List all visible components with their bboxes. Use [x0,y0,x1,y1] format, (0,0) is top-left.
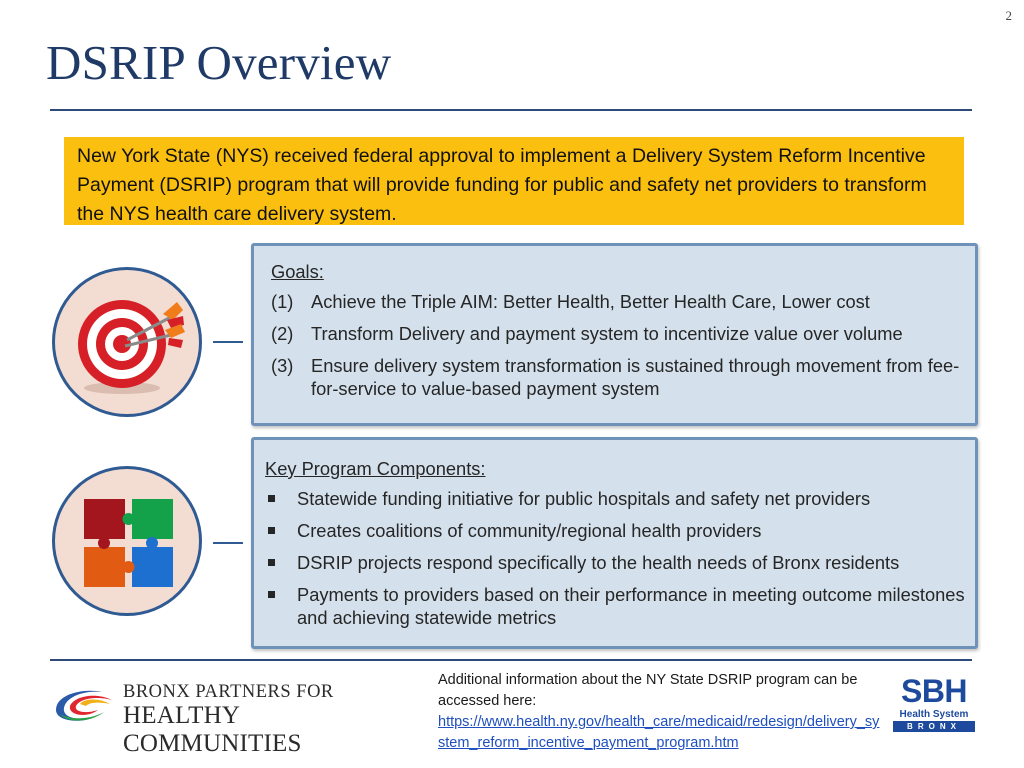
footer-divider [50,659,972,661]
goal-text: Ensure delivery system transformation is sustained through movement from fee-for-service to value-based payment system [311,355,960,399]
components-connector [213,542,243,544]
square-bullet-icon [265,519,297,542]
bronx-partners-swirl-icon [50,682,118,730]
component-text: Creates coalitions of community/regional health providers [297,520,762,541]
logo-text-line1: BRONX PARTNERS FOR [123,682,334,702]
square-bullet-icon [265,487,297,510]
components-panel [251,437,978,649]
sbh-health-system-logo [893,673,975,733]
title-divider [50,109,972,111]
logo-text-line2: HEALTHY COMMUNITIES [123,702,302,757]
component-item [265,487,975,510]
square-bullet-icon [265,583,297,629]
sbh-logo-bar: BRONX [893,721,975,732]
goal-number: (2) [271,323,294,344]
goals-connector [213,341,243,343]
dsrip-info-link[interactable]: https://www.health.ny.gov/health_care/medicaid/redesign/delivery_system_reform_incentive_payment_program.htm [438,714,880,751]
components-heading: Key Program Components: [265,458,486,479]
footer-info-text: Additional information about the NY State DSRIP program can be accessed here: [438,672,858,709]
component-item [265,551,975,574]
goals-heading: Goals: [271,261,324,282]
goal-item [271,290,975,313]
goal-item [271,354,975,400]
goal-item [271,322,975,345]
footer-info [438,670,884,754]
page-number: 2 [1005,8,1012,23]
sbh-logo-main: SBH [900,673,968,709]
intro-text: New York State (NYS) received federal approval to implement a Delivery System Reform Incentive Payment (DSRIP) program that will provide funding for public and safety net providers to transform the NYS health care delivery system. [77,145,927,225]
intro-callout [64,137,964,225]
component-item [265,583,975,629]
goals-panel [251,243,978,426]
goal-text: Transform Delivery and payment system to incentivize value over volume [311,323,903,344]
component-text: Payments to providers based on their performance in meeting outcome milestones and achieving statewide metrics [297,584,965,628]
goal-number: (1) [271,291,294,312]
goals-circle [52,267,202,417]
components-circle [52,466,202,616]
target-icon [55,270,199,414]
page-title: DSRIP Overview [46,35,392,90]
goal-number: (3) [271,355,294,376]
square-bullet-icon [265,551,297,574]
sbh-logo-sub: Health System [899,709,969,720]
component-text: Statewide funding initiative for public hospitals and safety net providers [297,488,871,509]
puzzle-icon [55,469,199,613]
bronx-partners-logo [50,680,420,757]
component-text: DSRIP projects respond specifically to the health needs of Bronx residents [297,552,900,573]
component-item [265,519,975,542]
goal-text: Achieve the Triple AIM: Better Health, Better Health Care, Lower cost [311,291,870,312]
